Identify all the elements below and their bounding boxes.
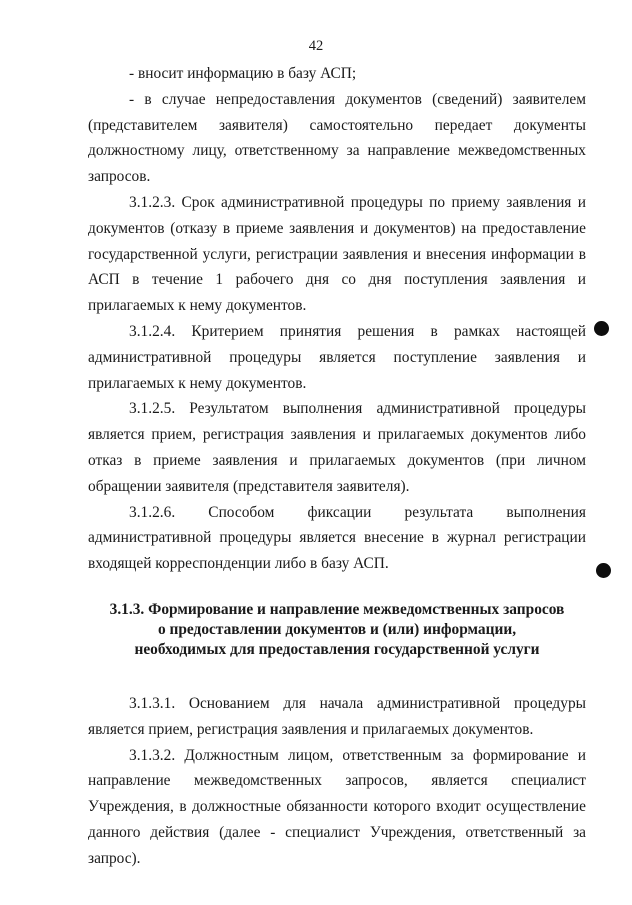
section-heading-line: о предоставлении документов и (или) информации, [157, 620, 517, 638]
paragraph: - в случае непредоставления документов (сведений) заявителем (представителем заявителя) самостоятельно передает документы должностному лицу, ответственному за направление межведомственных запросов. [88, 90, 586, 186]
paragraph: - вносит информацию в базу АСП; [129, 65, 357, 82]
section-heading-line: необходимых для предоставления государственной услуги [134, 640, 540, 658]
punch-hole-mark [596, 563, 611, 578]
paragraph: 3.1.3.2. Должностным лицом, ответственным за формирование и направление межведомственных запросов, является специалист Учреждения, в должностные обязанности которого входит осуществление данного действия (далее - специалист Учреждения, ответственный за запрос). [88, 746, 586, 867]
punch-hole-mark [594, 321, 609, 336]
section-heading [88, 600, 586, 660]
paragraph: 3.1.2.3. Срок административной процедуры по приему заявления и документов (отказу в приеме заявления и документов) на предоставление государственной услуги, регистрации заявления и внесения информации в АСП в течение 1 рабочего дня со дня поступления заявления и прилагаемых к нему документов. [88, 193, 586, 315]
page-number: 42 [308, 38, 324, 54]
section-heading-line: 3.1.3. Формирование и направление межведомственных запросов [109, 600, 565, 618]
paragraph: 3.1.2.4. Критерием принятия решения в рамках настоящей административной процедуры является поступление заявления и прилагаемых к нему документов. [88, 322, 586, 392]
paragraph: 3.1.3.1. Основанием для начала административной процедуры является прием, регистрация заявления и прилагаемых документов. [88, 694, 586, 738]
paragraph: 3.1.2.6. Способом фиксации результата выполнения административной процедуры является внесение в журнал регистрации входящей корреспонденции либо в базу АСП. [88, 503, 586, 573]
document-body [88, 61, 586, 872]
paragraph: 3.1.2.5. Результатом выполнения административной процедуры является прием, регистрация заявления и прилагаемых документов либо отказ в приеме заявления и прилагаемых документов (при личном обращении заявителя (представителя заявителя). [88, 400, 586, 495]
